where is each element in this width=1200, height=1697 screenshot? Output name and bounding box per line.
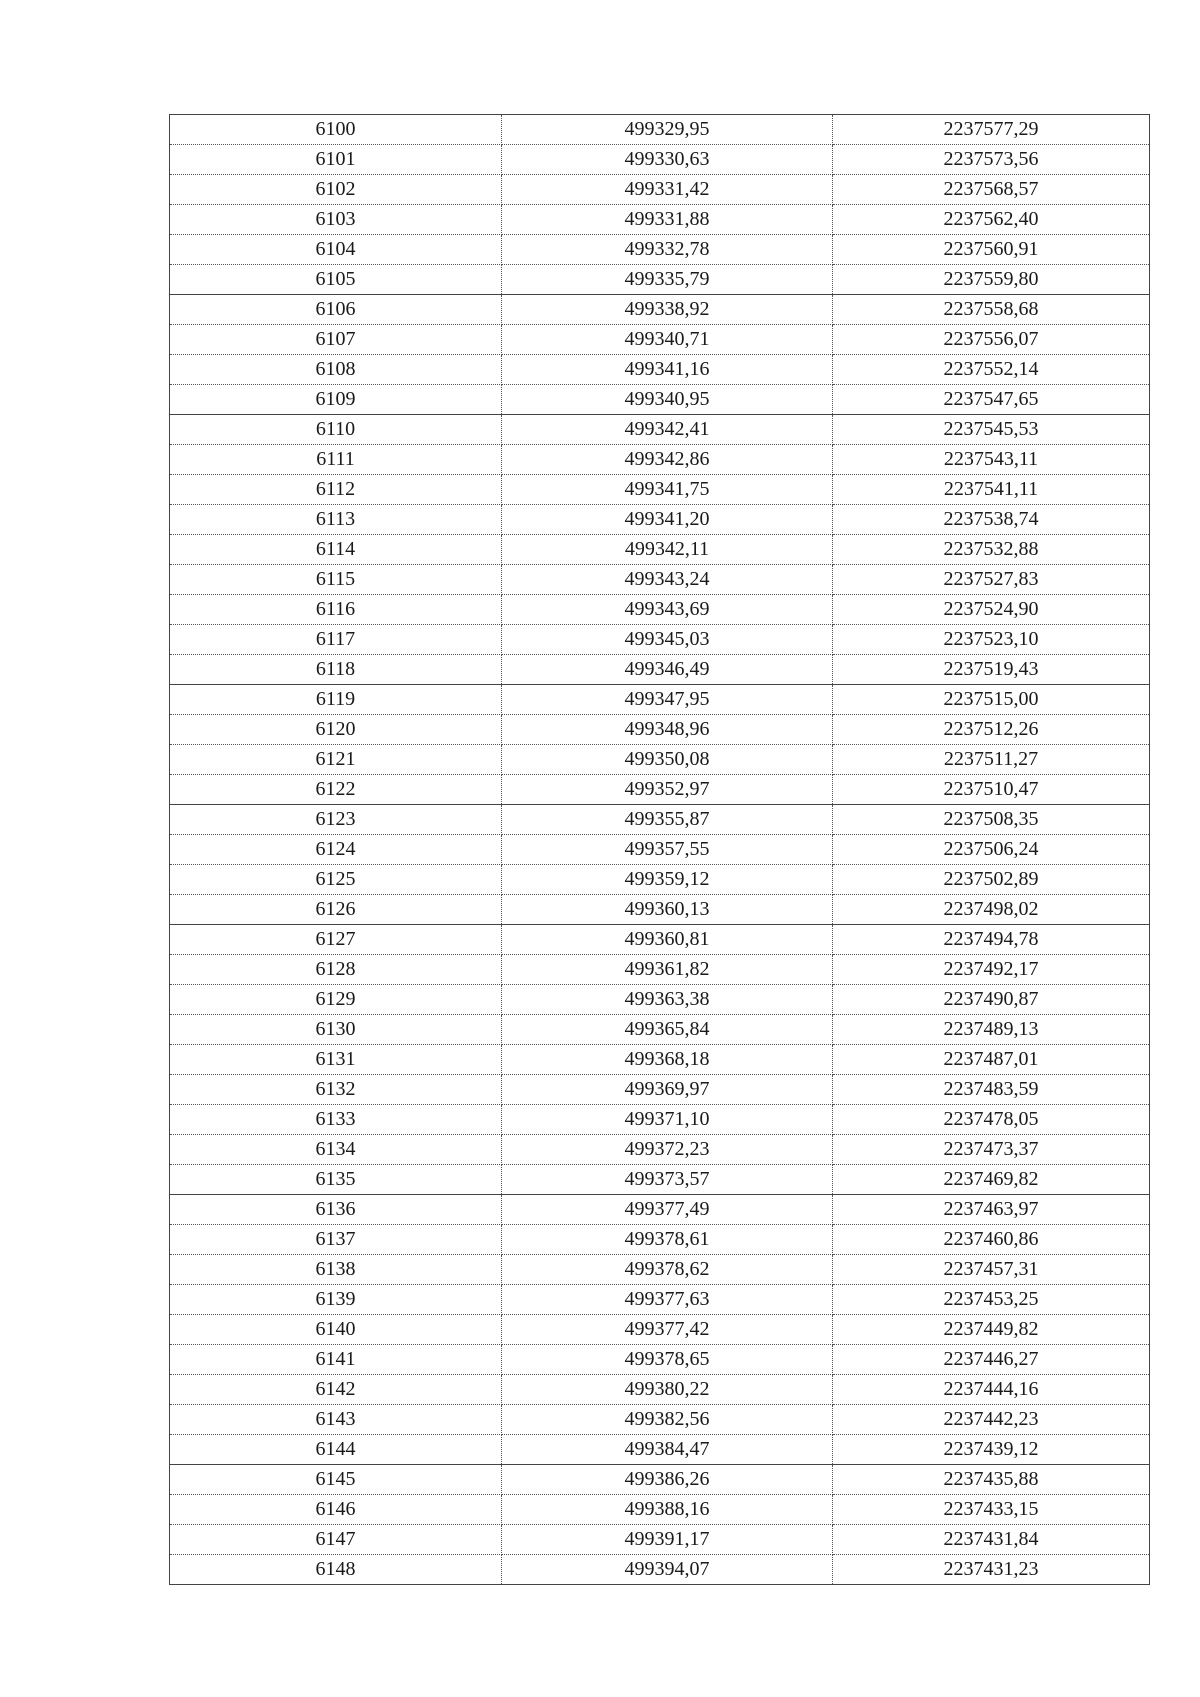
y-coordinate-cell: 2237489,13 [833, 1015, 1150, 1045]
table-row [170, 685, 1150, 715]
x-coordinate-cell: 499373,57 [502, 1165, 833, 1195]
x-coordinate-cell: 499371,10 [502, 1105, 833, 1135]
y-coordinate-cell: 2237510,47 [833, 775, 1150, 805]
point-number-cell: 6108 [170, 355, 502, 385]
table-row [170, 655, 1150, 685]
point-number-cell: 6102 [170, 175, 502, 205]
y-coordinate-cell: 2237494,78 [833, 925, 1150, 955]
x-coordinate-cell: 499340,95 [502, 385, 833, 415]
y-coordinate-cell: 2237487,01 [833, 1045, 1150, 1075]
point-number-cell: 6110 [170, 415, 502, 445]
y-coordinate-cell: 2237431,84 [833, 1525, 1150, 1555]
y-coordinate-cell: 2237512,26 [833, 715, 1150, 745]
table-row [170, 1405, 1150, 1435]
x-coordinate-cell: 499346,49 [502, 655, 833, 685]
point-number-cell: 6101 [170, 145, 502, 175]
x-coordinate-cell: 499342,86 [502, 445, 833, 475]
table-row [170, 355, 1150, 385]
point-number-cell: 6136 [170, 1195, 502, 1225]
x-coordinate-cell: 499335,79 [502, 265, 833, 295]
point-number-cell: 6133 [170, 1105, 502, 1135]
y-coordinate-cell: 2237523,10 [833, 625, 1150, 655]
point-number-cell: 6135 [170, 1165, 502, 1195]
point-number-cell: 6119 [170, 685, 502, 715]
table-row [170, 625, 1150, 655]
y-coordinate-cell: 2237543,11 [833, 445, 1150, 475]
point-number-cell: 6124 [170, 835, 502, 865]
point-number-cell: 6117 [170, 625, 502, 655]
y-coordinate-cell: 2237439,12 [833, 1435, 1150, 1465]
x-coordinate-cell: 499382,56 [502, 1405, 833, 1435]
x-coordinate-cell: 499331,42 [502, 175, 833, 205]
table-row [170, 835, 1150, 865]
point-number-cell: 6138 [170, 1255, 502, 1285]
y-coordinate-cell: 2237552,14 [833, 355, 1150, 385]
table-row [170, 985, 1150, 1015]
table-row [170, 1135, 1150, 1165]
point-number-cell: 6144 [170, 1435, 502, 1465]
x-coordinate-cell: 499347,95 [502, 685, 833, 715]
point-number-cell: 6125 [170, 865, 502, 895]
table-row [170, 1015, 1150, 1045]
x-coordinate-cell: 499340,71 [502, 325, 833, 355]
y-coordinate-cell: 2237558,68 [833, 295, 1150, 325]
x-coordinate-cell: 499330,63 [502, 145, 833, 175]
table-row [170, 745, 1150, 775]
table-row [170, 445, 1150, 475]
x-coordinate-cell: 499388,16 [502, 1495, 833, 1525]
point-number-cell: 6106 [170, 295, 502, 325]
table-row [170, 865, 1150, 895]
x-coordinate-cell: 499386,26 [502, 1465, 833, 1495]
table-row [170, 1435, 1150, 1465]
point-number-cell: 6103 [170, 205, 502, 235]
table-row [170, 145, 1150, 175]
y-coordinate-cell: 2237473,37 [833, 1135, 1150, 1165]
x-coordinate-cell: 499360,13 [502, 895, 833, 925]
y-coordinate-cell: 2237559,80 [833, 265, 1150, 295]
point-number-cell: 6113 [170, 505, 502, 535]
point-number-cell: 6100 [170, 115, 502, 145]
x-coordinate-cell: 499378,62 [502, 1255, 833, 1285]
x-coordinate-cell: 499369,97 [502, 1075, 833, 1105]
x-coordinate-cell: 499377,49 [502, 1195, 833, 1225]
x-coordinate-cell: 499352,97 [502, 775, 833, 805]
y-coordinate-cell: 2237442,23 [833, 1405, 1150, 1435]
coordinates-table [169, 114, 1150, 1585]
table-row [170, 235, 1150, 265]
y-coordinate-cell: 2237577,29 [833, 115, 1150, 145]
table-row [170, 265, 1150, 295]
x-coordinate-cell: 499342,11 [502, 535, 833, 565]
table-row [170, 1075, 1150, 1105]
table-row [170, 115, 1150, 145]
x-coordinate-cell: 499360,81 [502, 925, 833, 955]
table-row [170, 175, 1150, 205]
y-coordinate-cell: 2237453,25 [833, 1285, 1150, 1315]
y-coordinate-cell: 2237435,88 [833, 1465, 1150, 1495]
x-coordinate-cell: 499377,42 [502, 1315, 833, 1345]
y-coordinate-cell: 2237508,35 [833, 805, 1150, 835]
y-coordinate-cell: 2237511,27 [833, 745, 1150, 775]
y-coordinate-cell: 2237532,88 [833, 535, 1150, 565]
table-row [170, 385, 1150, 415]
table-row [170, 475, 1150, 505]
x-coordinate-cell: 499350,08 [502, 745, 833, 775]
x-coordinate-cell: 499363,38 [502, 985, 833, 1015]
table-row [170, 1165, 1150, 1195]
table-row [170, 325, 1150, 355]
point-number-cell: 6131 [170, 1045, 502, 1075]
point-number-cell: 6137 [170, 1225, 502, 1255]
table-row [170, 295, 1150, 325]
x-coordinate-cell: 499368,18 [502, 1045, 833, 1075]
point-number-cell: 6107 [170, 325, 502, 355]
x-coordinate-cell: 499357,55 [502, 835, 833, 865]
point-number-cell: 6123 [170, 805, 502, 835]
point-number-cell: 6127 [170, 925, 502, 955]
y-coordinate-cell: 2237568,57 [833, 175, 1150, 205]
x-coordinate-cell: 499384,47 [502, 1435, 833, 1465]
point-number-cell: 6143 [170, 1405, 502, 1435]
x-coordinate-cell: 499341,20 [502, 505, 833, 535]
table-row [170, 1555, 1150, 1585]
table-row [170, 1525, 1150, 1555]
point-number-cell: 6145 [170, 1465, 502, 1495]
point-number-cell: 6146 [170, 1495, 502, 1525]
table-row [170, 805, 1150, 835]
x-coordinate-cell: 499391,17 [502, 1525, 833, 1555]
y-coordinate-cell: 2237519,43 [833, 655, 1150, 685]
table-row [170, 205, 1150, 235]
table-row [170, 1345, 1150, 1375]
y-coordinate-cell: 2237457,31 [833, 1255, 1150, 1285]
point-number-cell: 6132 [170, 1075, 502, 1105]
y-coordinate-cell: 2237538,74 [833, 505, 1150, 535]
y-coordinate-cell: 2237524,90 [833, 595, 1150, 625]
point-number-cell: 6147 [170, 1525, 502, 1555]
point-number-cell: 6140 [170, 1315, 502, 1345]
point-number-cell: 6112 [170, 475, 502, 505]
point-number-cell: 6109 [170, 385, 502, 415]
x-coordinate-cell: 499377,63 [502, 1285, 833, 1315]
table-row [170, 505, 1150, 535]
point-number-cell: 6141 [170, 1345, 502, 1375]
x-coordinate-cell: 499342,41 [502, 415, 833, 445]
point-number-cell: 6111 [170, 445, 502, 475]
point-number-cell: 6128 [170, 955, 502, 985]
y-coordinate-cell: 2237560,91 [833, 235, 1150, 265]
table-row [170, 1045, 1150, 1075]
x-coordinate-cell: 499341,16 [502, 355, 833, 385]
table-row [170, 1195, 1150, 1225]
y-coordinate-cell: 2237515,00 [833, 685, 1150, 715]
y-coordinate-cell: 2237562,40 [833, 205, 1150, 235]
point-number-cell: 6148 [170, 1555, 502, 1585]
x-coordinate-cell: 499378,65 [502, 1345, 833, 1375]
coordinates-table-body [170, 115, 1150, 1585]
y-coordinate-cell: 2237449,82 [833, 1315, 1150, 1345]
y-coordinate-cell: 2237573,56 [833, 145, 1150, 175]
point-number-cell: 6122 [170, 775, 502, 805]
y-coordinate-cell: 2237478,05 [833, 1105, 1150, 1135]
x-coordinate-cell: 499338,92 [502, 295, 833, 325]
table-row [170, 415, 1150, 445]
y-coordinate-cell: 2237502,89 [833, 865, 1150, 895]
point-number-cell: 6126 [170, 895, 502, 925]
y-coordinate-cell: 2237433,15 [833, 1495, 1150, 1525]
table-row [170, 1225, 1150, 1255]
y-coordinate-cell: 2237446,27 [833, 1345, 1150, 1375]
table-row [170, 1375, 1150, 1405]
y-coordinate-cell: 2237556,07 [833, 325, 1150, 355]
y-coordinate-cell: 2237547,65 [833, 385, 1150, 415]
table-row [170, 1255, 1150, 1285]
table-row [170, 925, 1150, 955]
point-number-cell: 6130 [170, 1015, 502, 1045]
x-coordinate-cell: 499359,12 [502, 865, 833, 895]
y-coordinate-cell: 2237431,23 [833, 1555, 1150, 1585]
x-coordinate-cell: 499394,07 [502, 1555, 833, 1585]
x-coordinate-cell: 499329,95 [502, 115, 833, 145]
point-number-cell: 6104 [170, 235, 502, 265]
point-number-cell: 6118 [170, 655, 502, 685]
table-row [170, 1285, 1150, 1315]
x-coordinate-cell: 499348,96 [502, 715, 833, 745]
y-coordinate-cell: 2237541,11 [833, 475, 1150, 505]
table-row [170, 1315, 1150, 1345]
y-coordinate-cell: 2237545,53 [833, 415, 1150, 445]
point-number-cell: 6114 [170, 535, 502, 565]
x-coordinate-cell: 499365,84 [502, 1015, 833, 1045]
x-coordinate-cell: 499331,88 [502, 205, 833, 235]
y-coordinate-cell: 2237527,83 [833, 565, 1150, 595]
y-coordinate-cell: 2237490,87 [833, 985, 1150, 1015]
table-row [170, 895, 1150, 925]
x-coordinate-cell: 499345,03 [502, 625, 833, 655]
point-number-cell: 6139 [170, 1285, 502, 1315]
y-coordinate-cell: 2237460,86 [833, 1225, 1150, 1255]
table-row [170, 955, 1150, 985]
x-coordinate-cell: 499343,69 [502, 595, 833, 625]
x-coordinate-cell: 499361,82 [502, 955, 833, 985]
y-coordinate-cell: 2237469,82 [833, 1165, 1150, 1195]
y-coordinate-cell: 2237506,24 [833, 835, 1150, 865]
table-row [170, 1465, 1150, 1495]
x-coordinate-cell: 499355,87 [502, 805, 833, 835]
y-coordinate-cell: 2237483,59 [833, 1075, 1150, 1105]
point-number-cell: 6116 [170, 595, 502, 625]
point-number-cell: 6129 [170, 985, 502, 1015]
point-number-cell: 6142 [170, 1375, 502, 1405]
x-coordinate-cell: 499343,24 [502, 565, 833, 595]
table-row [170, 595, 1150, 625]
table-row [170, 1495, 1150, 1525]
x-coordinate-cell: 499380,22 [502, 1375, 833, 1405]
x-coordinate-cell: 499332,78 [502, 235, 833, 265]
y-coordinate-cell: 2237492,17 [833, 955, 1150, 985]
x-coordinate-cell: 499378,61 [502, 1225, 833, 1255]
table-row [170, 715, 1150, 745]
table-row [170, 1105, 1150, 1135]
table-row [170, 535, 1150, 565]
y-coordinate-cell: 2237498,02 [833, 895, 1150, 925]
point-number-cell: 6121 [170, 745, 502, 775]
x-coordinate-cell: 499341,75 [502, 475, 833, 505]
x-coordinate-cell: 499372,23 [502, 1135, 833, 1165]
point-number-cell: 6105 [170, 265, 502, 295]
point-number-cell: 6115 [170, 565, 502, 595]
point-number-cell: 6120 [170, 715, 502, 745]
table-row [170, 565, 1150, 595]
y-coordinate-cell: 2237444,16 [833, 1375, 1150, 1405]
table-row [170, 775, 1150, 805]
y-coordinate-cell: 2237463,97 [833, 1195, 1150, 1225]
point-number-cell: 6134 [170, 1135, 502, 1165]
